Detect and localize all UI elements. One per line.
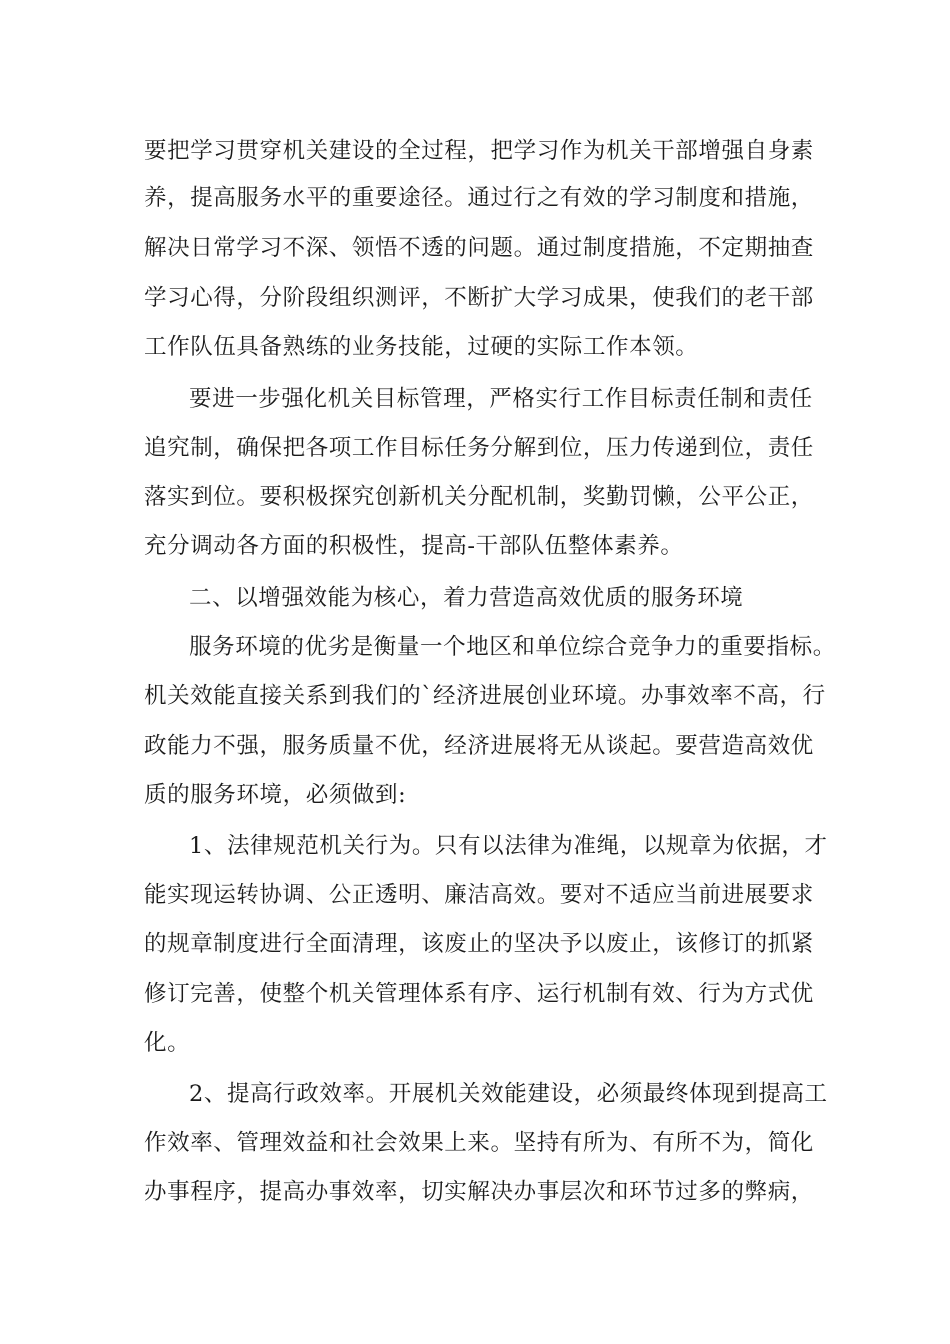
- text-line: 工作队伍具备熟练的业务技能，过硬的实际工作本领。: [144, 334, 699, 360]
- text-line: 服务环境的优劣是衡量一个地区和单位综合竞争力的重要指标。: [189, 634, 836, 660]
- text-line: 追究制，确保把各项工作目标任务分解到位，压力传递到位，责任: [144, 435, 814, 461]
- text-line: 解决日常学习不深、领悟不透的问题。通过制度措施，不定期抽查: [144, 235, 814, 261]
- text-line: 修订完善，使整个机关管理体系有序、运行机制有效、行为方式优: [144, 981, 814, 1007]
- text-line: 学习心得，分阶段组织测评，不断扩大学习成果，使我们的老干部: [144, 285, 814, 311]
- text-line: 要进一步强化机关目标管理，严格实行工作目标责任制和责任: [189, 386, 813, 412]
- text-line: 2、提高行政效率。开展机关效能建设，必须最终体现到提高工: [189, 1081, 828, 1107]
- text-line: 能实现运转协调、公正透明、廉洁高效。要对不适应当前进展要求: [144, 882, 814, 908]
- text-line: 的规章制度进行全面清理，该废止的坚决予以废止，该修订的抓紧: [144, 931, 814, 957]
- text-line: 充分调动各方面的积极性，提高-干部队伍整体素养。: [144, 533, 684, 559]
- text-line: 机关效能直接关系到我们的`经济进展创业环境。办事效率不高，行: [144, 683, 826, 709]
- text-line: 政能力不强，服务质量不优，经济进展将无从谈起。要营造高效优: [144, 733, 814, 759]
- text-line: 落实到位。要积极探究创新机关分配机制，奖勤罚懒，公平公正，: [144, 484, 814, 510]
- text-line: 1、法律规范机关行为。只有以法律为准绳，以规章为依据，才: [189, 833, 828, 859]
- text-line: 化。: [144, 1030, 191, 1056]
- text-line: 要把学习贯穿机关建设的全过程，把学习作为机关干部增强自身素: [144, 138, 814, 164]
- text-line: 作效率、管理效益和社会效果上来。坚持有所为、有所不为，简化: [144, 1130, 814, 1156]
- section-heading: 二、以增强效能为核心，着力营造高效优质的服务环境: [189, 585, 744, 611]
- text-line: 养，提高服务水平的重要途径。通过行之有效的学习制度和措施，: [144, 185, 814, 211]
- text-line: 办事程序，提高办事效率，切实解决办事层次和环节过多的弊病，: [144, 1179, 814, 1205]
- text-line: 质的服务环境，必须做到:: [144, 782, 407, 808]
